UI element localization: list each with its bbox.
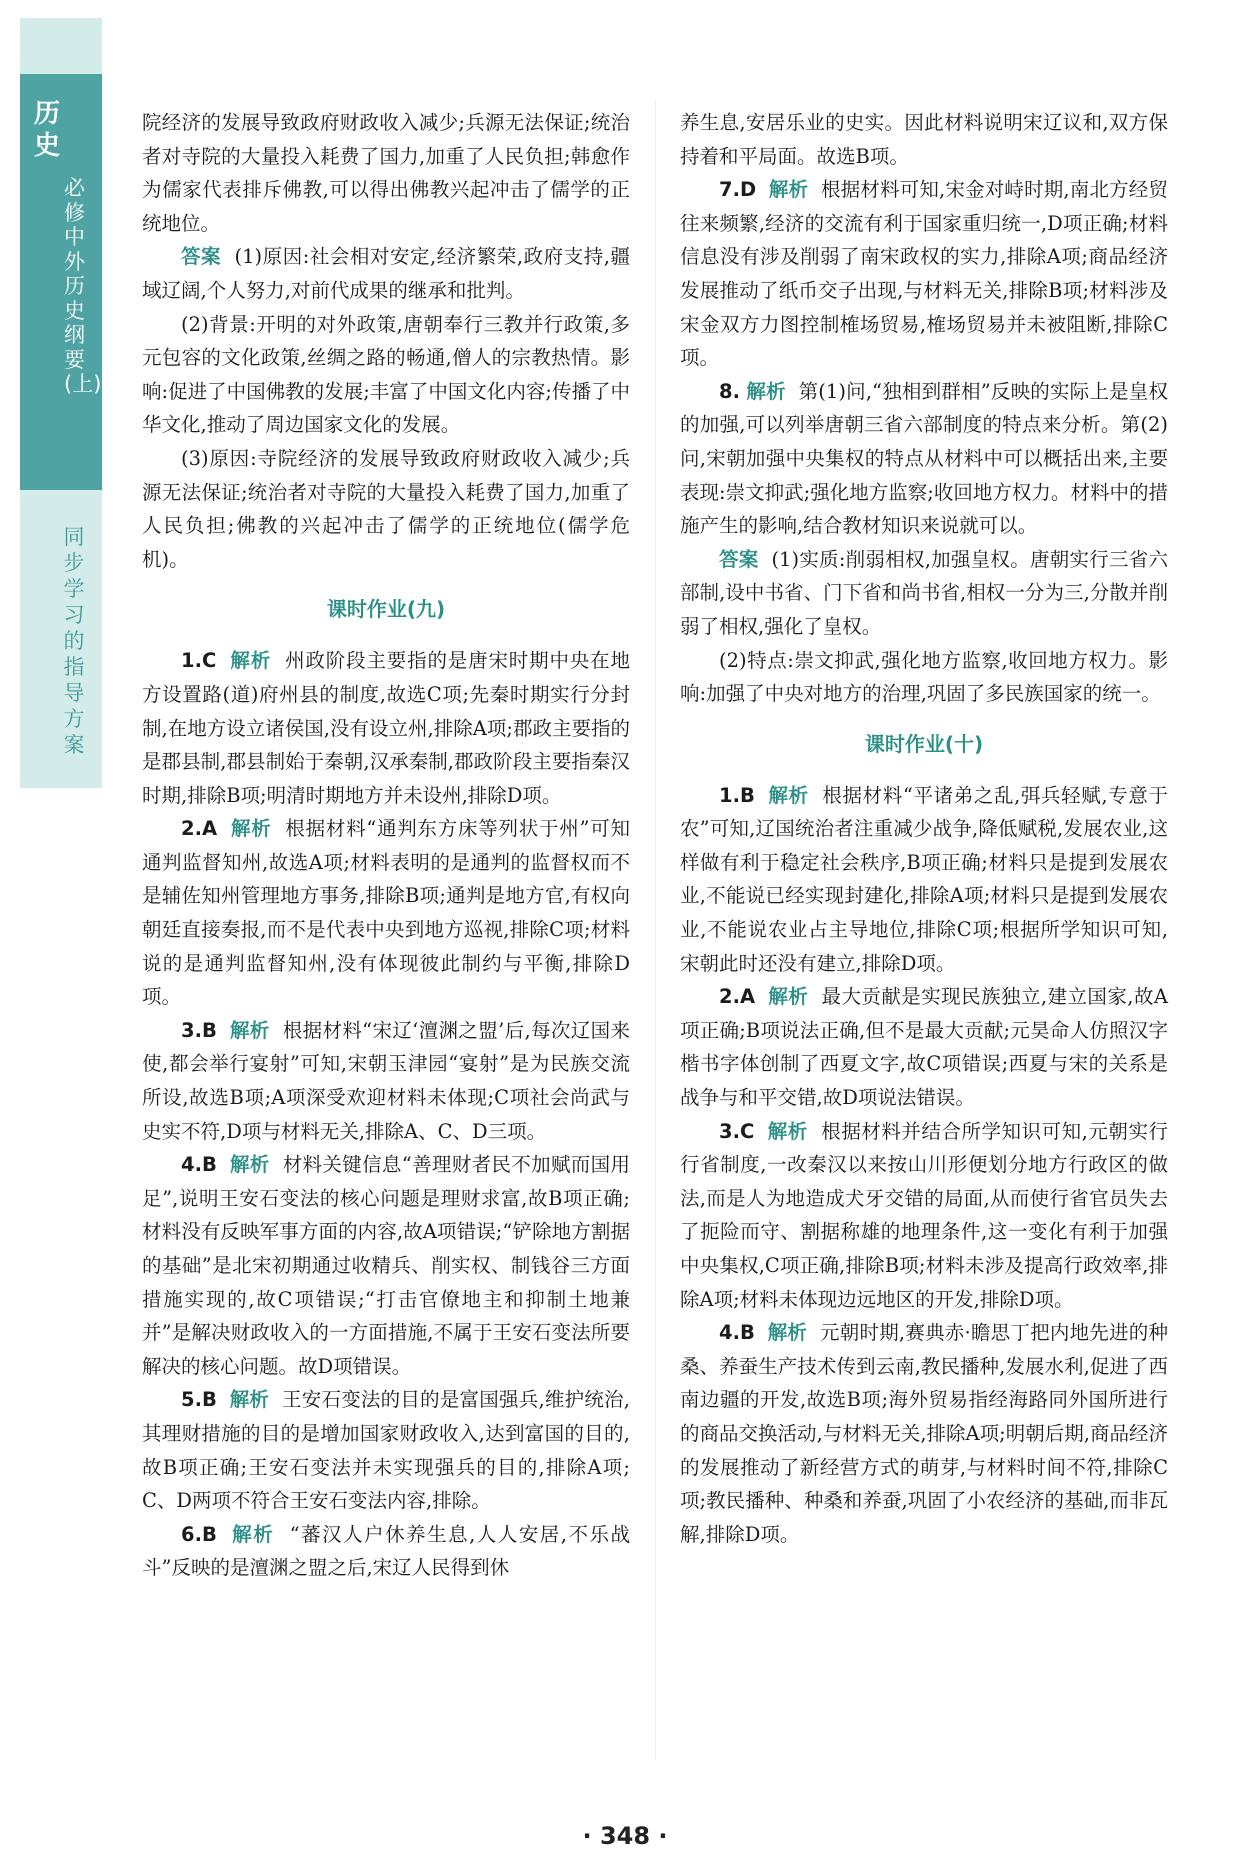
item-number: 4.B [719,1321,755,1345]
left-intro: 院经济的发展导致政府财政收入减少;兵源无法保证;统治者对寺院的大量投入耗费了国力,加重了人民负担;韩愈作为儒家代表排斥佛教,可以得出佛教兴起冲击了儒学的正统地位。 [142,111,630,235]
item-number: 2.A [719,985,756,1009]
answer-text: (1)实质:削弱相权,加强皇权。唐朝实行三省六部制,设中书省、门下省和尚书省,相权一分为三,分散并削弱了相权,强化了皇权。 [680,547,1168,638]
item-label: 解析 [229,1153,270,1177]
item-text: 根据材料可知,宋金对峙时期,南北方经贸往来频繁,经济的交流有利于国家重归统一,D项正确;材料信息没有涉及削弱了南宋政权的实力,排除A项;商品经济发展推动了纸币交子出现,与材料无关,排除B项;材料涉及宋金双方力图控制榷场贸易,榷场贸易并未被阻断,排除C项。 [680,178,1168,370]
left-answer-3: (3)原因:寺院经济的发展导致政府财政收入减少;兵源无法保证;统治者对寺院的大量投入耗费了国力,加重了人民负担;佛教的兴起冲击了儒学的正统地位(儒学危机)。 [142,446,630,571]
left-column [142,106,630,1585]
item-text: 根据材料“宋辽‘澶渊之盟’后,每次辽国来使,都会举行宴射”可知,宋朝玉津园“宴射”是为民族交流所设,故选B项;A项深受欢迎材料未体现;C项社会尚武与史实不符,D项与材料无关,排除A、C、D三项。 [142,1018,630,1143]
question-item [680,375,1168,543]
item-text: 根据材料“通判东方床等列状于州”可知通判监督知州,故选A项;材料表明的是通判的监督权而不是辅佐知州管理地方事务,排除B项;通判是地方官,有权向朝廷直接奏报,而不是代表中央到地方巡视,排除C项;材料说的是通判监督知州,没有体现彼此制约与平衡,排除D项。 [142,817,630,1009]
answer-label: 答案 [719,547,759,571]
side-series-title: 同步学习的指导方案 [63,525,85,757]
item-text: 第(1)问,“独相到群相”反映的实际上是皇权的加强,可以列举唐朝三省六部制度的特点来分析。第(2)问,宋朝加强中央集权的特点从材料中可以概括出来,主要表现:崇文抑武;强化地方监察;收回地方权力。材料中的措施产生的影响,结合教材知识来说就可以。 [680,379,1168,538]
page-number: · 348 · [582,1822,668,1850]
item-number: 3.C [719,1119,755,1143]
side-subject: 历史 [34,99,61,161]
answer-label: 答案 [181,245,222,269]
left-answer-2: (2)背景:开明的对外政策,唐朝奉行三教并行政策,多元包容的文化政策,丝绸之路的畅通,僧人的宗教热情。影响:促进了中国佛教的发展;丰富了中国文化内容;传播了中华文化,推动了周边国家文化的发展。 [142,312,630,437]
item-text: 根据材料并结合所学知识可知,元朝实行行省制度,一改秦汉以来按山川形便划分地方行政区的做法,而是人为地造成犬牙交错的局面,从而使行省官员失去了扼险而守、割据称雄的地理条件,这一变化有利于加强中央集权,C项正确,排除B项;材料未涉及提高行政效率,排除A项;材料未体现边远地区的开发,排除D项。 [680,1119,1168,1311]
item-text: 王安石变法的目的是富国强兵,维护统治,其理财措施的目的是增加国家财政收入,达到富国的目的,故B项正确;王安石变法并未实现强兵的目的,排除A项;C、D两项不符合王安石变法内容,排除。 [142,1388,630,1513]
side-book-title: 必修 中外历史纲要(上) [64,176,102,396]
item-number: 1.B [719,783,755,807]
item-text: 根据材料“平诸弟之乱,弭兵轻赋,专意于农”可知,辽国统治者注重减少战争,降低赋税,发展农业,这样做有利于稳定社会秩序,B项正确;材料只是提到发展农业,不能说已经实现封建化,排除A项;材料只是提到发展农业,不能说农业占主导地位,排除C项;根据所学知识可知,宋朝此时还没有建立,排除D项。 [680,783,1168,975]
item-number: 6.B [181,1522,217,1546]
item-label: 解析 [746,379,786,403]
right-answer-2: (2)特点:崇文抑武,强化地方监察,收回地方权力。影响:加强了中央对地方的治理,巩固了多民族国家的统一。 [680,648,1168,706]
item-text: 州政阶段主要指的是唐宋时期中央在地方设置路(道)府州县的制度,故选C项;先秦时期实行分封制,在地方设立诸侯国,没有设立州,排除A项;郡政主要指的是郡县制,郡县制始于秦朝,汉承秦制,郡政阶段主要指秦汉时期,排除B项;明清时期地方并未设州,排除D项。 [142,649,630,807]
right-column [680,106,1168,1551]
item-number: 3.B [181,1018,217,1042]
question-item [680,1115,1168,1317]
question-item [680,1316,1168,1551]
question-item [142,812,630,1014]
section-title-9: 课时作业(九) [326,597,446,622]
item-text: 元朝时期,赛典赤·瞻思丁把内地先进的种桑、养蚕生产技术传到云南,教民播种,发展水利,促进了西南边疆的开发,故选B项;海外贸易指经海路同外国所进行的商品交换活动,与材料无关,排除A项;明朝后期,商品经济的发展推动了新经营方式的萌芽,与材料时间不符,排除C项;教民播种、种桑和养蚕,巩固了小农经济的基础,而非瓦解,排除D项。 [680,1321,1168,1546]
item-number: 2.A [181,817,218,841]
item-label: 解析 [229,1018,270,1042]
left-answer-1 [142,240,630,307]
item-label: 解析 [230,649,272,673]
question-item [142,1383,630,1517]
answer-text: (1)原因:社会相对安定,经济繁荣,政府支持,疆域辽阔,个人努力,对前代成果的继承和批判。 [142,245,630,302]
item-label: 解析 [768,985,809,1009]
item-number: 7.D [719,178,757,202]
item-label: 解析 [768,783,809,807]
item-label: 解析 [767,1119,808,1143]
question-item [680,173,1168,375]
item-number: 4.B [181,1153,217,1177]
question-item [142,1148,630,1383]
item-label: 解析 [232,1522,275,1546]
question-item [142,1518,630,1585]
item-text: 最大贡献是实现民族独立,建立国家,故A项正确;B项说法正确,但不是最大贡献;元昊命人仿照汉字楷书字体创制了西夏文字,故C项错误;西夏与宋的关系是战争与和平交错,故D项说法错误。 [680,985,1168,1110]
column-divider [655,100,656,1760]
item-text: 材料关键信息“善理财者民不加赋而国用足”,说明王安石变法的核心问题是理财求富,故B项正确;材料没有反映军事方面的内容,故A项错误;“铲除地方割据的基础”是北宋初期通过收精兵、削实权、制钱谷三方面措施实现的,故C项错误;“打击官僚地主和抑制土地兼并”是解决财政收入的一方面措施,不属于王安石变法所要解决的核心问题。故D项错误。 [142,1153,630,1378]
item-text: “蕃汉人户休养生息,人人安居,不乐战斗”反映的是澶渊之盟之后,宋辽人民得到休 [142,1522,630,1580]
item-label: 解析 [767,1321,808,1345]
right-intro: 养生息,安居乐业的史实。因此材料说明宋辽议和,双方保持着和平局面。故选B项。 [680,111,1168,168]
item-label: 解析 [230,817,272,841]
item-number: 5.B [181,1388,217,1412]
side-tab-header [20,74,102,490]
item-label: 解析 [229,1388,270,1412]
item-number: 1.C [181,649,217,673]
question-item [680,980,1168,1114]
item-number: 8. [719,379,740,403]
question-item [142,1014,630,1148]
item-label: 解析 [768,178,809,202]
question-item [142,644,630,812]
section-title-10: 课时作业(十) [864,731,984,756]
right-answer-1 [680,543,1168,644]
question-item [680,779,1168,981]
